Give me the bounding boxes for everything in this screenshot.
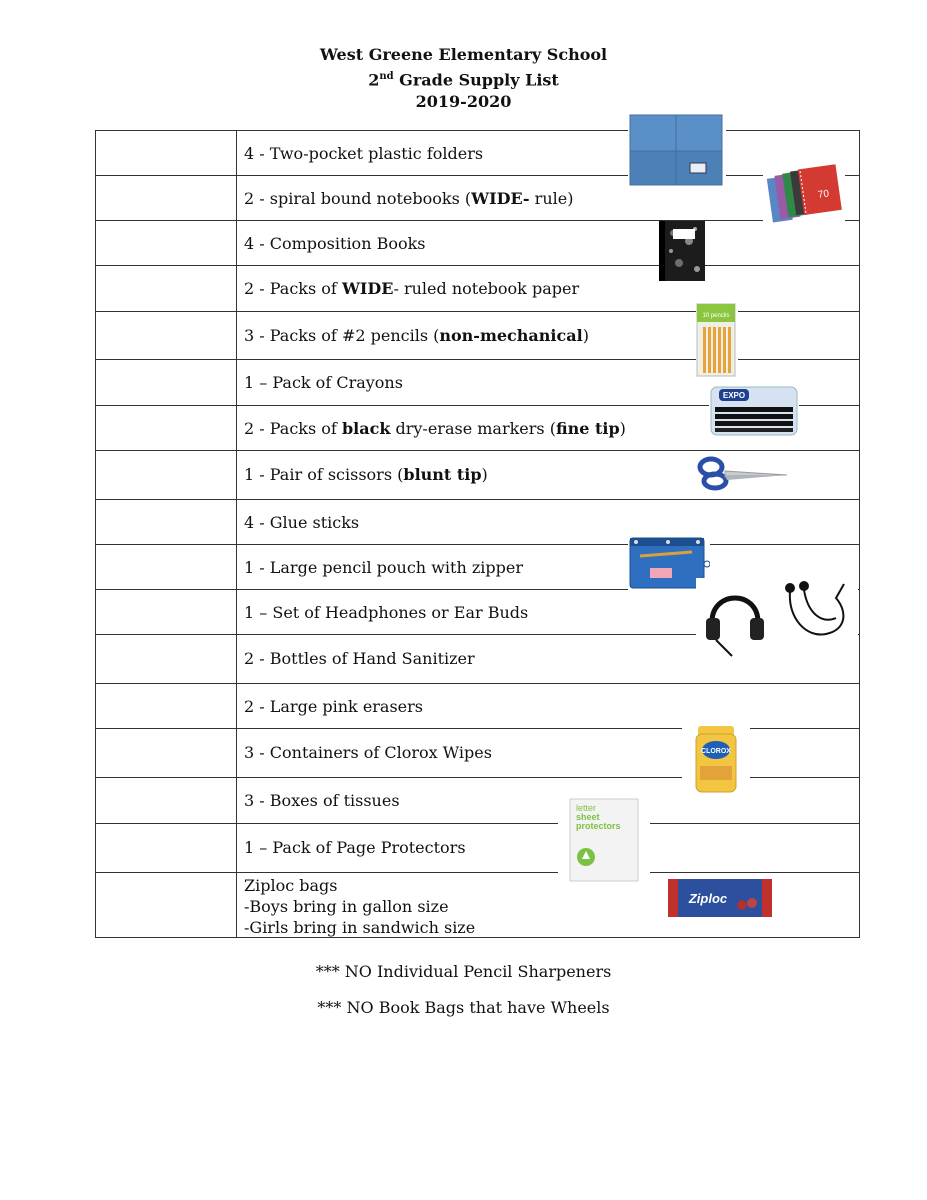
svg-text:letter: letter	[576, 803, 597, 813]
note-no-sharpeners: *** NO Individual Pencil Sharpeners	[315, 962, 612, 981]
note-no-wheeled-bags: *** NO Book Bags that have Wheels	[317, 998, 610, 1017]
item-pencils: 3 - Packs of #2 pencils (non-mechanical)	[244, 326, 589, 345]
svg-text:sheet: sheet	[576, 812, 600, 822]
item-glue-sticks: 4 - Glue sticks	[244, 513, 360, 532]
table-row	[96, 312, 859, 360]
scissors-image	[697, 455, 789, 491]
svg-text:protectors: protectors	[576, 821, 621, 831]
dry-erase-markers-image	[709, 383, 799, 439]
item-page-protectors: 1 – Pack of Page Protectors	[244, 838, 466, 857]
page-protectors-image	[558, 797, 650, 883]
item-hand-sanitizer: 2 - Bottles of Hand Sanitizer	[244, 649, 475, 668]
item-notebook-paper: 2 - Packs of WIDE- ruled notebook paper	[244, 279, 580, 298]
table-row	[96, 824, 859, 873]
item-headphones: 1 – Set of Headphones or Ear Buds	[244, 603, 529, 622]
item-pencil-pouch: 1 - Large pencil pouch with zipper	[244, 558, 523, 577]
table-row	[96, 221, 859, 266]
item-scissors: 1 - Pair of scissors (blunt tip)	[244, 465, 488, 484]
item-notebooks: 2 - spiral bound notebooks (WIDE- rule)	[244, 189, 574, 208]
clorox-wipes-image	[682, 722, 750, 794]
svg-text:10 pencils: 10 pencils	[702, 313, 730, 319]
svg-text:EXPO: EXPO	[722, 391, 746, 400]
composition-book-image	[659, 221, 705, 281]
supply-table	[95, 130, 860, 938]
table-row	[96, 131, 859, 176]
page-header	[0, 44, 927, 113]
svg-text:70: 70	[817, 188, 830, 201]
item-composition-books: 4 - Composition Books	[244, 234, 426, 253]
school-name: West Greene Elementary School	[319, 45, 608, 64]
ziploc-bags-image	[668, 879, 772, 917]
item-clorox-wipes: 3 - Containers of Clorox Wipes	[244, 743, 492, 762]
item-folders: 4 - Two-pocket plastic folders	[244, 144, 484, 163]
item-crayons: 1 – Pack of Crayons	[244, 373, 403, 392]
svg-text:CLOROX: CLOROX	[701, 748, 731, 755]
item-pink-erasers: 2 - Large pink erasers	[244, 697, 424, 716]
supply-list-title: 2nd Grade Supply List	[368, 70, 559, 90]
pencils-image	[696, 303, 738, 377]
table-row	[96, 266, 859, 312]
table-row	[96, 176, 859, 221]
svg-text:Ziploc: Ziploc	[688, 891, 728, 906]
headphones-image	[696, 578, 858, 658]
school-year: 2019-2020	[415, 92, 512, 112]
item-ziploc-bags: Ziploc bags -Boys bring in gallon size -Girls bring in sandwich size	[244, 876, 476, 937]
table-row	[96, 500, 859, 545]
notebooks-image	[763, 162, 845, 224]
item-tissues: 3 - Boxes of tissues	[244, 791, 400, 810]
item-markers: 2 - Packs of black dry-erase markers (fine tip)	[244, 419, 626, 438]
folder-image	[628, 113, 726, 187]
